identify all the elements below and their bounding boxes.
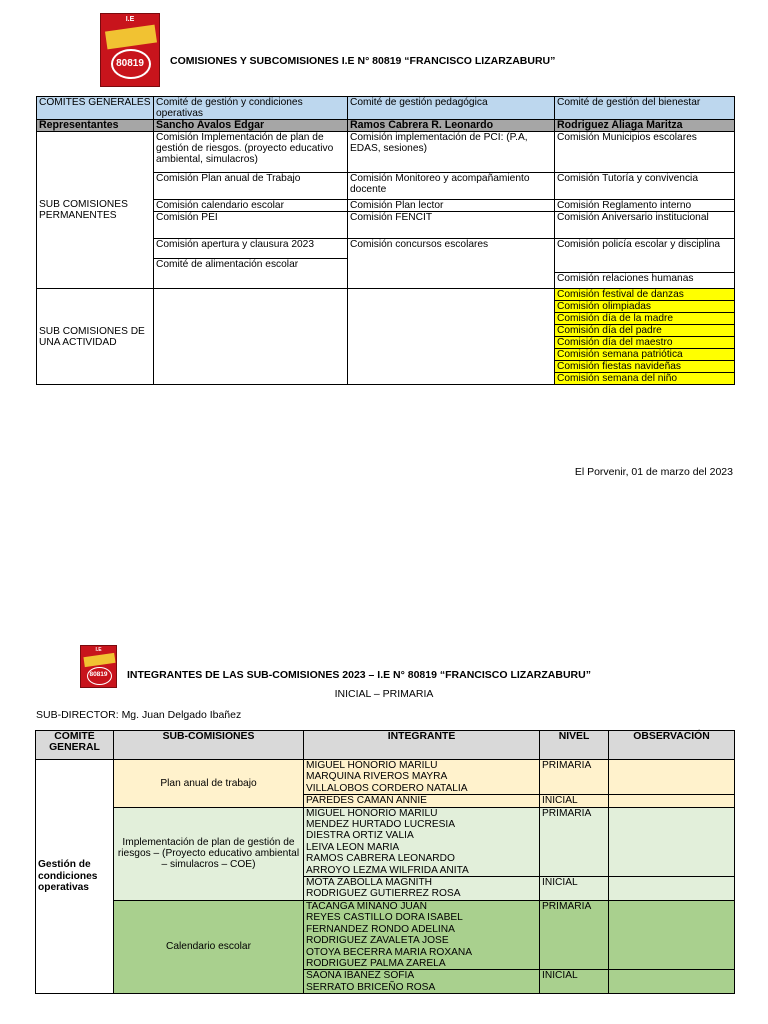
table-row: [36, 760, 735, 795]
logo-banner: [105, 25, 157, 50]
member-name: MIGUEL HONORIO MARILU: [306, 807, 438, 819]
level-cell: PRIMARIA: [540, 807, 609, 876]
member-name: FERNANDEZ RONDO ADELINA: [306, 923, 455, 935]
table-row: [37, 289, 735, 301]
permanent-label: SUB COMISIONES PERMANENTES: [37, 132, 154, 289]
general-committee-cell: Gestión de condiciones operativas: [36, 760, 114, 994]
page-title: COMISIONES Y SUBCOMISIONES I.E N° 80819 “FRANCISCO LIZARZABURU”: [170, 55, 556, 67]
level-cell: INICIAL: [540, 877, 609, 901]
logo-number: 80819: [116, 58, 144, 69]
member-name: DIESTRA ORTIZ VALIA: [306, 830, 414, 842]
table-header-row: [36, 731, 735, 760]
table-cell: Comisión apertura y clausura 2023: [154, 239, 348, 259]
table-cell: Comisión Plan lector: [348, 200, 555, 212]
activity-item: Comisión fiestas navideñas: [555, 361, 735, 373]
table-cell: Comisión Tutoría y convivencia: [555, 173, 735, 200]
rep-label: Representantes: [37, 120, 154, 132]
member-name: REYES CASTILLO DORA ISABEL: [306, 912, 463, 924]
member-name: OTOYA BECERRA MARIA ROXANA: [306, 946, 473, 958]
member-name: MENDEZ HURTADO LUCRESIA: [306, 819, 456, 831]
members-subtitle: INICIAL – PRIMARIA: [334, 688, 434, 700]
header-cell: Comité de gestión del bienestar: [555, 97, 735, 120]
school-logo-small: [80, 645, 117, 688]
logo-ie-text: I.E: [95, 647, 102, 653]
observation-cell: [609, 970, 735, 994]
table-row: [36, 807, 735, 876]
member-name: VILLALOBOS CORDERO NATALIA: [306, 782, 468, 794]
header-cell: Comité de gestión pedagógica: [348, 97, 555, 120]
members-cell: [304, 795, 540, 807]
level-cell: INICIAL: [540, 970, 609, 994]
header-cell: INTEGRANTE: [304, 731, 540, 760]
table-cell: Comisión FENCIT: [348, 212, 555, 239]
members-cell: [304, 900, 540, 969]
table-cell: Comisión Implementación de plan de gestión de riesgos. (proyecto educativo ambiental, simulacros): [154, 132, 348, 173]
members-table: [35, 730, 735, 994]
member-name: PAREDES CAMAN ANNIE: [306, 795, 427, 807]
observation-cell: [609, 807, 735, 876]
activity-item: Comisión día de la madre: [555, 313, 735, 325]
subdirector-line: SUB-DIRECTOR: Mg. Juan Delgado Ibañez: [36, 709, 242, 721]
member-name: LEIVA LEON MARIA: [306, 841, 400, 853]
table-cell: Comité de alimentación escolar: [154, 259, 348, 289]
activity-item: Comisión día del padre: [555, 325, 735, 337]
table-cell: Comisión Aniversario institucional: [555, 212, 735, 239]
activity-item: Comisión festival de danzas: [555, 289, 735, 301]
table-row: [37, 132, 735, 173]
activity-item: Comisión semana del niño: [555, 373, 735, 385]
table-cell: Comisión Municipios escolares: [555, 132, 735, 173]
members-cell: [304, 970, 540, 994]
header-cell: COMITES GENERALES: [37, 97, 154, 120]
table-cell: Comisión relaciones humanas: [555, 272, 735, 288]
logo-banner: [83, 653, 115, 667]
level-cell: PRIMARIA: [540, 760, 609, 795]
rep-name: Rodriguez Aliaga Maritza: [555, 120, 735, 132]
header-cell: NIVEL: [540, 731, 609, 760]
table-cell: Comisión calendario escolar: [154, 200, 348, 212]
table-cell: Comisión PEI: [154, 212, 348, 239]
subcommission-name: Implementación de plan de gestión de riesgos – (Proyecto educativo ambiental – simulacros – COE): [114, 807, 304, 900]
representatives-row: [37, 120, 735, 132]
member-name: MARQUINA RIVEROS MAYRA: [306, 771, 448, 783]
table-cell: Comisión Reglamento interno: [555, 200, 735, 212]
member-name: MOTA ZABOLLA MAGNITH: [306, 877, 433, 889]
header-cell: COMITÉ GENERAL: [36, 731, 114, 760]
header-cell: Comité de gestión y condiciones operativas: [154, 97, 348, 120]
commissions-table: [36, 96, 735, 385]
member-name: TACANGA MIÑANO JUAN: [306, 900, 427, 912]
member-name: MIGUEL HONORIO MARILU: [306, 760, 438, 771]
observation-cell: [609, 877, 735, 901]
member-name: RAMOS CABRERA LEONARDO: [306, 853, 455, 865]
header-cell: SUB-COMISIONES: [114, 731, 304, 760]
logo-number: 80819: [89, 671, 108, 678]
observation-cell: [609, 900, 735, 969]
logo-ie-text: I.E: [125, 16, 135, 23]
member-name: RODRIGUEZ GUTIERREZ ROSA: [306, 888, 461, 900]
table-row: [36, 900, 735, 969]
members-cell: [304, 760, 540, 795]
member-name: ARROYO LEZMA WILFRIDA ANITA: [306, 864, 469, 876]
member-name: RODRIGUEZ PALMA ZARELA: [306, 957, 446, 969]
rep-name: Ramos Cabrera R. Leonardo: [348, 120, 555, 132]
level-cell: PRIMARIA: [540, 900, 609, 969]
activity-item: Comisión olimpiadas: [555, 301, 735, 313]
observation-cell: [609, 760, 735, 795]
members-title: INTEGRANTES DE LAS SUB-COMISIONES 2023 – I.E N° 80819 “FRANCISCO LIZARZABURU”: [127, 669, 591, 681]
activity-item: Comisión día del maestro: [555, 337, 735, 349]
subcommission-name: Calendario escolar: [114, 900, 304, 993]
members-cell: [304, 877, 540, 901]
table-cell: [348, 289, 555, 385]
table-cell: Comisión implementación de PCI: (P.A, EDAS, sesiones): [348, 132, 555, 173]
date-line: El Porvenir, 01 de marzo del 2023: [574, 466, 733, 478]
table-header-row: [37, 97, 735, 120]
school-logo: [100, 13, 160, 87]
table-cell: Comisión Monitoreo y acompañamiento docente: [348, 173, 555, 200]
member-name: SERRATO BRICEÑO ROSA: [306, 981, 436, 993]
table-cell: Comisión Plan anual de Trabajo: [154, 173, 348, 200]
activity-label: SUB COMISIONES DE UNA ACTIVIDAD: [37, 289, 154, 385]
observation-cell: [609, 795, 735, 807]
rep-name: Sancho Avalos Edgar: [154, 120, 348, 132]
subcommission-name: Plan anual de trabajo: [114, 760, 304, 808]
level-cell: INICIAL: [540, 795, 609, 807]
members-cell: [304, 807, 540, 876]
member-name: RODRIGUEZ ZAVALETA JOSE: [306, 935, 449, 947]
table-cell: Comisión concursos escolares: [348, 239, 555, 289]
table-cell: Comisión policía escolar y disciplina: [555, 239, 735, 273]
table-cell: [154, 289, 348, 385]
member-name: SAONA IBAÑEZ SOFIA: [306, 970, 415, 982]
activity-item: Comisión semana patriótica: [555, 349, 735, 361]
header-cell: OBSERVACIÓN: [609, 731, 735, 760]
